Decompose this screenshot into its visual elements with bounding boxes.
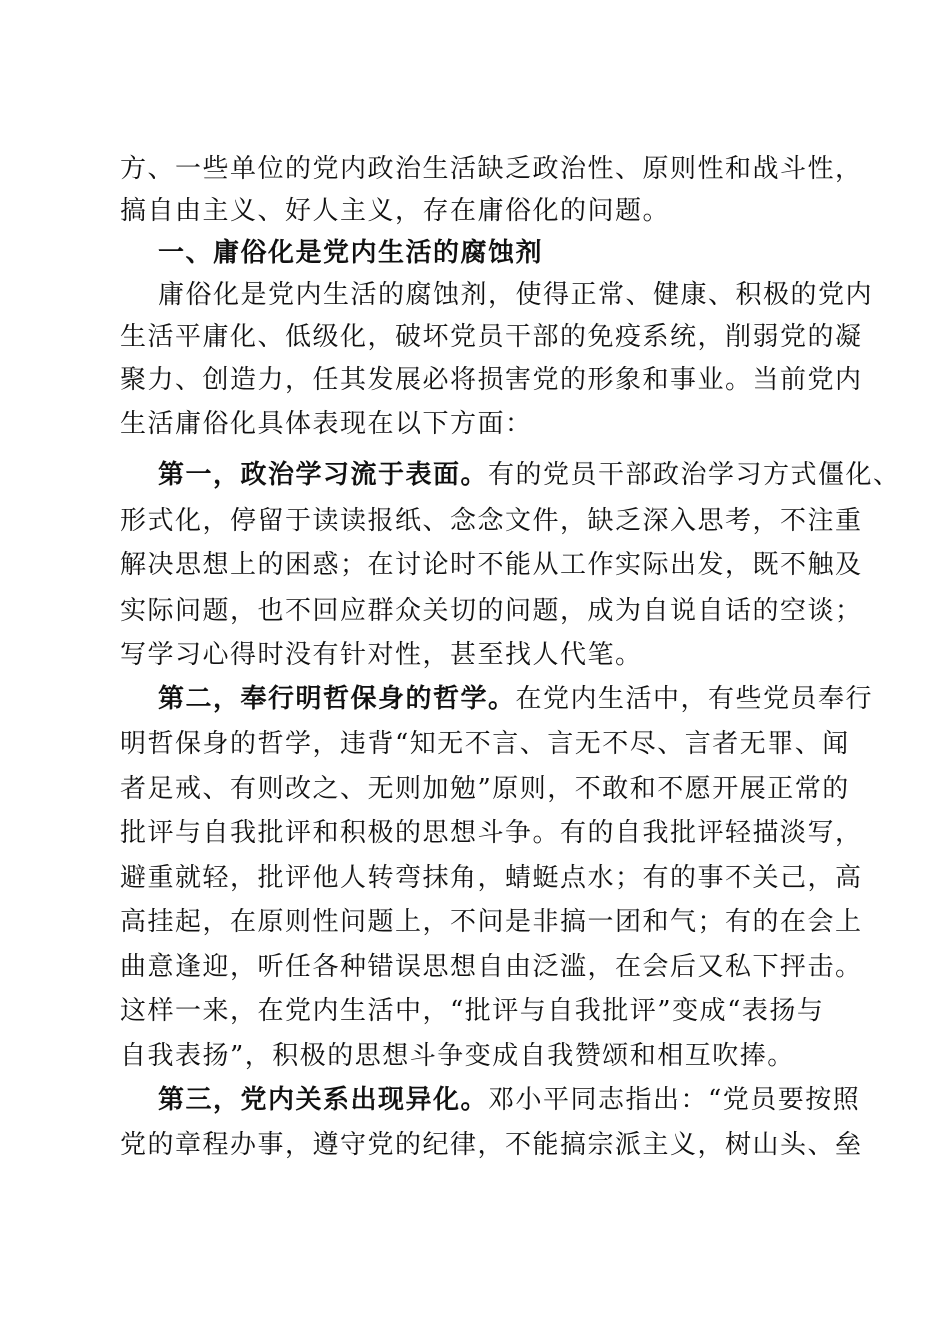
point-lead: 第一，政治学习流于表面。	[158, 460, 489, 490]
paragraph-line: 党的章程办事，遵守党的纪律，不能搞宗派主义，树山头、垒	[120, 1130, 863, 1160]
paragraph-line: 写学习心得时没有针对性，甚至找人代笔。	[120, 640, 643, 670]
point-text: 有的党员干部政治学习方式僵化、	[488, 460, 901, 490]
paragraph-line: 解决思想上的困惑；在讨论时不能从工作实际出发，既不触及	[120, 550, 863, 580]
paragraph-line: 聚力、创造力，任其发展必将损害党的形象和事业。当前党内	[120, 365, 863, 395]
paragraph-line: 搞自由主义、好人主义，存在庸俗化的问题。	[120, 196, 671, 226]
paragraph-line: 生活庸俗化具体表现在以下方面：	[120, 409, 533, 439]
paragraph-line: 曲意逢迎，听任各种错误思想自由泛滥，在会后又私下抨击。	[120, 952, 863, 982]
paragraph-line: 自我表扬”，积极的思想斗争变成自我赞颂和相互吹捧。	[120, 1041, 795, 1071]
point-lead: 第三，党内关系出现异化。	[158, 1085, 489, 1115]
paragraph-line: 形式化，停留于读读报纸、念念文件，缺乏深入思考，不注重	[120, 506, 863, 536]
paragraph-line: 避重就轻，批评他人转弯抹角，蜻蜓点水；有的事不关己，高	[120, 863, 863, 893]
paragraph-line: 高挂起，在原则性问题上，不问是非搞一团和气；有的在会上	[120, 907, 863, 937]
point-lead: 第二，奉行明哲保身的哲学。	[158, 684, 516, 714]
paragraph-line: 这样一来，在党内生活中，“批评与自我批评”变成“表扬与	[120, 996, 825, 1026]
paragraph-line	[158, 452, 901, 498]
point-text: 邓小平同志指出：“党员要按照	[488, 1085, 861, 1115]
paragraph-line: 明哲保身的哲学，违背“知无不言、言无不尽、言者无罪、闻	[120, 729, 850, 759]
section-heading: 一、庸俗化是党内生活的腐蚀剂	[158, 238, 544, 268]
paragraph-line	[158, 676, 873, 722]
paragraph-line: 方、一些单位的党内政治生活缺乏政治性、原则性和战斗性，	[120, 154, 863, 184]
paragraph-line: 实际问题，也不回应群众关切的问题，成为自说自话的空谈；	[120, 596, 863, 626]
paragraph-line: 批评与自我批评和积极的思想斗争。有的自我批评轻描淡写，	[120, 818, 863, 848]
paragraph-line: 庸俗化是党内生活的腐蚀剂，使得正常、健康、积极的党内	[158, 280, 874, 310]
paragraph-line: 生活平庸化、低级化，破坏党员干部的免疫系统，削弱党的凝	[120, 322, 863, 352]
paragraph-line	[158, 1077, 860, 1123]
point-text: 在党内生活中，有些党员奉行	[515, 684, 874, 714]
paragraph-line: 者足戒、有则改之、无则加勉”原则，不敢和不愿开展正常的	[120, 774, 850, 804]
